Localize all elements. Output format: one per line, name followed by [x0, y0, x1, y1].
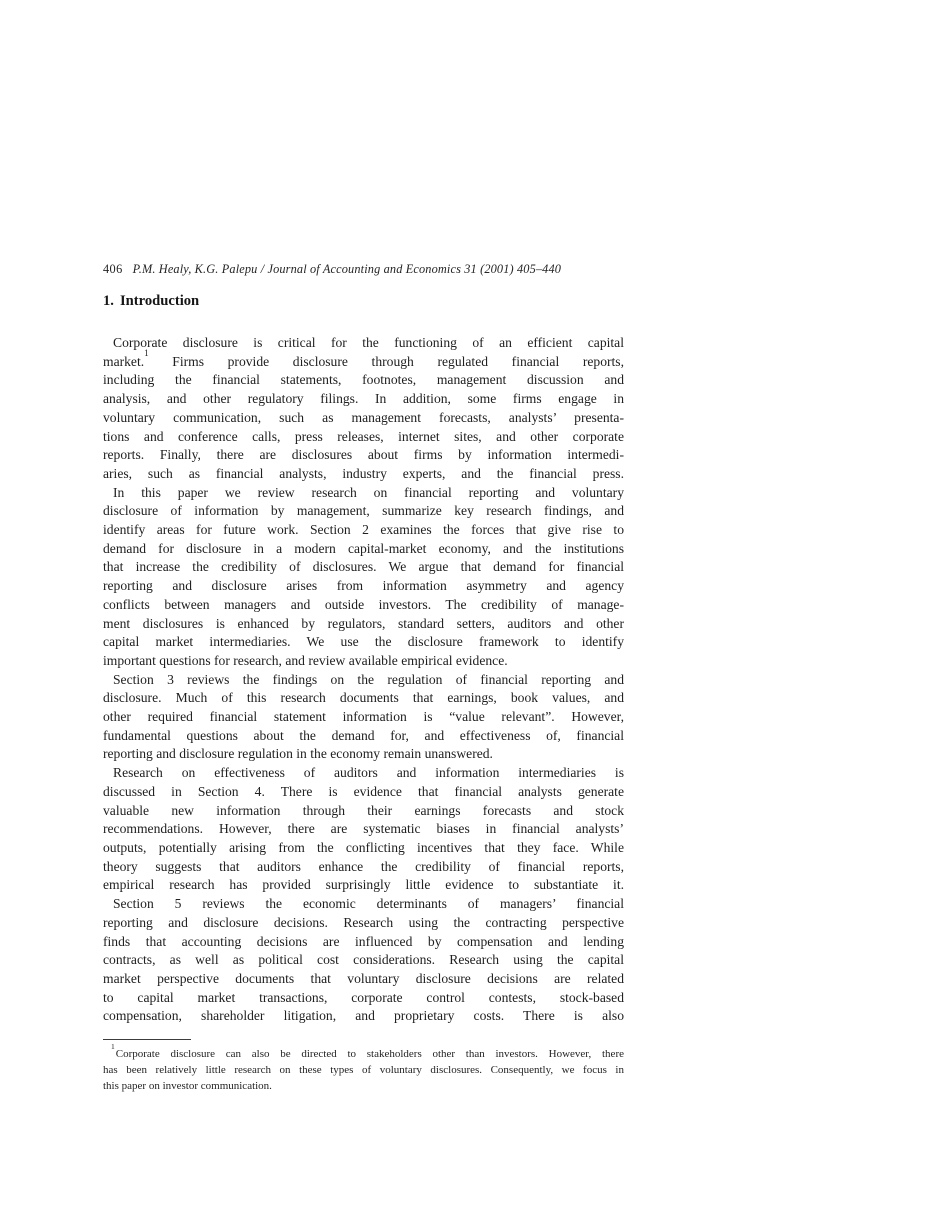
paragraph-4 [103, 764, 624, 895]
text-line: discussed in Section 4. There is evidence that financial analysts generate [103, 783, 624, 799]
paragraph-5 [103, 895, 624, 1026]
section-number: 1. [103, 293, 114, 309]
text-line [103, 1042, 624, 1062]
text-line: contracts, as well as political cost considerations. Research using the capital [103, 952, 624, 968]
paragraph-1 [103, 334, 624, 484]
text-line: capital market intermediaries. We use the disclosure framework to identify [103, 634, 624, 650]
text-line: to capital market transactions, corporate control contests, stock-based [103, 989, 624, 1005]
paragraph-2 [103, 484, 624, 671]
text-line [103, 347, 624, 372]
text-line: conflicts between managers and outside investors. The credibility of manage- [103, 596, 624, 612]
footnote-ref: 1 [144, 347, 149, 358]
text-line: disclosure of information by management, summarize key research findings, and [103, 503, 624, 519]
text-line: voluntary communication, such as management forecasts, analysts’ presenta- [103, 409, 624, 425]
text-line: Research on effectiveness of auditors and information intermediaries is [113, 765, 624, 781]
text-segment: Corporate disclosure can also be directed to stakeholders other than investors. However, there [115, 1048, 624, 1061]
text-line: recommendations. However, there are systematic biases in financial analysts’ [103, 821, 624, 837]
text-line: compensation, shareholder litigation, and proprietary costs. There is also [103, 1008, 624, 1024]
paragraph-3 [103, 671, 624, 765]
text-line: demand for disclosure in a modern capital-market economy, and the institutions [103, 540, 624, 556]
text-line: outputs, potentially arising from the conflicting incentives that they face. While [103, 839, 624, 855]
text-segment: Firms provide disclosure through regulated financial reports, [148, 353, 624, 369]
text-line: valuable new information through their earnings forecasts and stock [103, 802, 624, 818]
text-line: disclosure. Much of this research documents that earnings, book values, and [103, 690, 624, 706]
text-line: including the financial statements, footnotes, management discussion and [103, 372, 624, 388]
text-line: has been relatively little research on these types of voluntary disclosures. Consequently, we focus in [103, 1064, 624, 1077]
text-line: In this paper we review research on financial reporting and voluntary [113, 484, 624, 500]
text-line: tions and conference calls, press releases, internet sites, and other corporate [103, 428, 624, 444]
text-line: identify areas for future work. Section 2 examines the forces that give rise to [103, 522, 624, 538]
text-line: reporting and disclosure decisions. Research using the contracting perspective [103, 914, 624, 930]
text-line: fundamental questions about the demand for, and effectiveness of, financial [103, 727, 624, 743]
text-line: finds that accounting decisions are influenced by compensation and lending [103, 933, 624, 949]
section-title: Introduction [119, 293, 200, 309]
text-line: reporting and disclosure arises from information asymmetry and agency [103, 578, 624, 594]
text-line: Section 3 reviews the findings on the regulation of financial reporting and [113, 671, 624, 687]
text-line: Corporate disclosure is critical for the functioning of an efficient capital [113, 335, 624, 350]
footnote-area [103, 1039, 624, 1094]
footnote [103, 1042, 624, 1094]
page-number: 406 [103, 262, 123, 276]
text-line: that increase the credibility of disclosures. We argue that demand for financial [103, 559, 624, 575]
text-line: reports. Finally, there are disclosures about firms by information intermedi- [103, 447, 624, 463]
text-line: important questions for research, and review available empirical evidence. [103, 652, 508, 668]
section-heading [103, 293, 199, 310]
text-line: this paper on investor communication. [103, 1080, 272, 1093]
text-line: ment disclosures is enhanced by regulators, standard setters, auditors and other [103, 615, 624, 631]
footnote-separator-rule [103, 1039, 191, 1040]
text-line: market perspective documents that voluntary disclosure decisions are related [103, 970, 624, 986]
text-line: other required financial statement information is “value relevant”. However, [103, 709, 624, 725]
text-line: empirical research has provided surprisingly little evidence to substantiate it. [103, 877, 624, 893]
footnote-marker: 1 [111, 1042, 115, 1052]
article-body [103, 334, 624, 1026]
text-line: Section 5 reviews the economic determinants of managers’ financial [113, 896, 624, 912]
text-line: theory suggests that auditors enhance the credibility of financial reports, [103, 858, 624, 874]
text-line: reporting and disclosure regulation in the economy remain unanswered. [103, 746, 493, 762]
running-header [103, 262, 624, 277]
text-line: aries, such as financial analysts, industry experts, and the financial press. [103, 465, 624, 481]
text-line: analysis, and other regulatory filings. In addition, some firms engage in [103, 391, 624, 407]
journal-citation: P.M. Healy, K.G. Palepu / Journal of Accounting and Economics 31 (2001) 405–440 [132, 262, 562, 276]
text-segment: market. [103, 353, 145, 369]
